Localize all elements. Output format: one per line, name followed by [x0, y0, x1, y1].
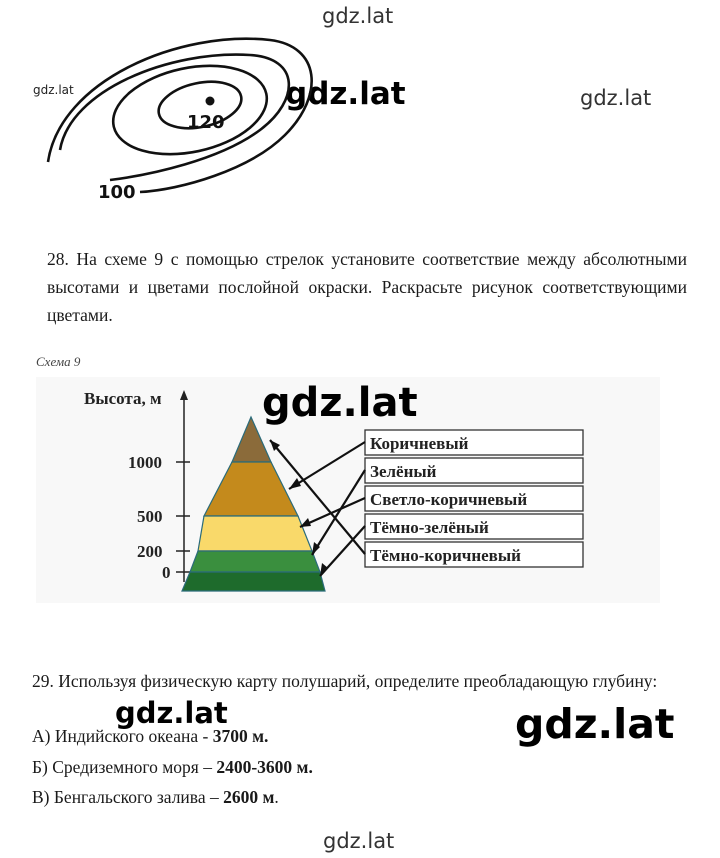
watermark-bottom: gdz.lat	[323, 829, 395, 853]
answer-b-value: 2400-3600 м.	[216, 757, 313, 777]
watermark-top: gdz.lat	[322, 4, 394, 28]
answer-c-suffix: .	[274, 787, 279, 807]
watermark-tiny: gdz.lat	[33, 83, 74, 97]
pyramid-layer-200	[190, 551, 320, 572]
answer-b	[32, 757, 313, 778]
tick-label-500: 500	[137, 507, 163, 526]
pyramid-layer-0	[182, 572, 325, 591]
axis-label: Высота, м	[84, 389, 162, 408]
answer-c-prefix: В) Бенгальского залива –	[32, 787, 224, 807]
color-name-3: Светло-коричневый	[370, 490, 528, 509]
task-29-text: 29. Используя физическую карту полушарий, определите преобладающую глубину:	[32, 671, 658, 691]
tick-label-1000: 1000	[128, 453, 162, 472]
answer-b-prefix: Б) Средиземного моря –	[32, 757, 217, 777]
answer-c	[32, 787, 279, 808]
contour-label-120: 120	[187, 112, 225, 133]
watermark-map-right: gdz.lat	[580, 86, 652, 110]
color-name-4: Тёмно-зелёный	[370, 518, 489, 537]
answer-c-value: 2600 м	[223, 787, 275, 807]
watermark-answers-left: gdz.lat	[115, 696, 228, 730]
watermark-scheme: gdz.lat	[262, 380, 418, 426]
color-name-2: Зелёный	[370, 462, 437, 481]
scheme-caption: Схема 9	[36, 354, 81, 369]
tick-label-200: 200	[137, 542, 163, 561]
color-name-1: Коричневый	[370, 434, 469, 453]
contour-label-100: 100	[98, 182, 136, 203]
watermark-answers-right: gdz.lat	[515, 700, 675, 748]
answer-a-value: 3700 м.	[212, 726, 269, 746]
task-28-text: 28. На схеме 9 с помощью стрелок установите соответствие между абсолютными высотами и цветами послойной окраски. Раскрасьте рисунок соответствующими цветами.	[47, 249, 687, 325]
answer-a-prefix: А) Индийского океана -	[32, 726, 213, 746]
tick-label-0: 0	[162, 563, 171, 582]
color-name-5: Тёмно-коричневый	[370, 546, 521, 565]
watermark-map-center: gdz.lat	[285, 76, 406, 112]
pyramid-layer-500	[198, 516, 312, 551]
